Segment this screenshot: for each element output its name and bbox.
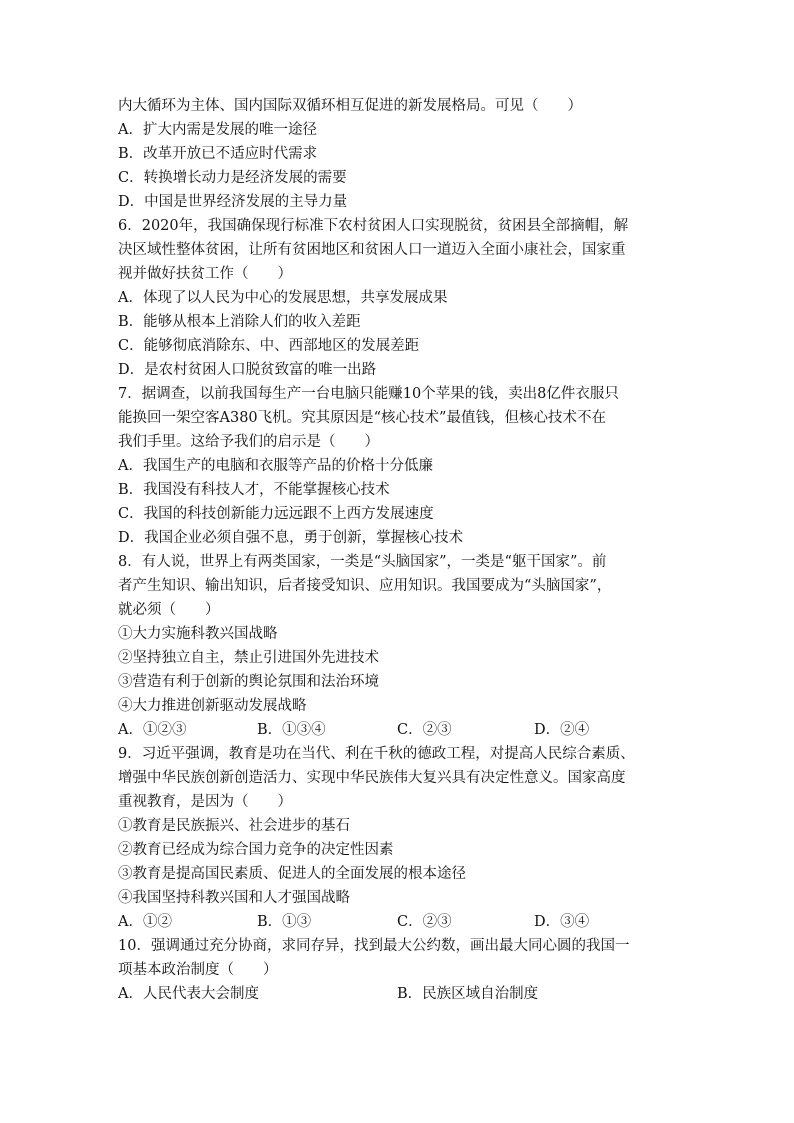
question-7-text: 能换回一架空客A380飞机。究其原因是“核心技术”最值钱，但核心技术不在 <box>118 410 606 426</box>
question-10-text: 项基本政治制度（ ） <box>118 962 278 978</box>
question-9-text: 9．习近平强调，教育是功在当代、利在千秋的德政工程，对提高人民综合素质、 <box>118 746 635 762</box>
question-6-text: 6．2020年，我国确保现行标准下农村贫困人口实现脱贫，贫困县全部摘帽，解 <box>118 218 629 234</box>
question-7-text: 7．据调查，以前我国每生产一台电脑只能赚10个苹果的钱，卖出8亿件衣服只 <box>118 386 619 402</box>
option-b: B．①③ <box>257 914 312 930</box>
statement-4: ④我国坚持科教兴国和人才强国战略 <box>118 890 350 906</box>
option-c: C．②③ <box>397 914 452 930</box>
option-d: D．③④ <box>534 914 590 930</box>
statement-3: ③教育是提高国民素质、促进人的全面发展的根本途径 <box>118 866 466 882</box>
question-6-text: 视并做好扶贫工作（ ） <box>118 266 292 282</box>
option-b: B．改革开放已不适应时代需求 <box>118 146 318 162</box>
option-a: A．扩大内需是发展的唯一途径 <box>118 122 317 138</box>
statement-2: ②坚持独立自主，禁止引进国外先进技术 <box>118 650 379 666</box>
option-d: D．②④ <box>534 722 590 738</box>
option-b: B．能够从根本上消除人们的收入差距 <box>118 314 361 330</box>
option-a: A．体现了以人民为中心的发展思想，共享发展成果 <box>118 290 448 306</box>
question-7-text: 我们手里。这给予我们的启示是（ ） <box>118 434 379 450</box>
question-6-text: 决区域性整体贫困，让所有贫困地区和贫困人口一道迈入全面小康社会，国家重 <box>118 242 626 258</box>
option-d: D．是农村贫困人口脱贫致富的唯一出路 <box>118 362 377 378</box>
option-d: D．我国企业必须自强不息，勇于创新，掌握核心技术 <box>118 530 464 546</box>
option-c: C．我国的科技创新能力远远跟不上西方发展速度 <box>118 506 434 522</box>
option-c: C．②③ <box>397 722 452 738</box>
statement-4: ④大力推进创新驱动发展战略 <box>118 698 307 714</box>
option-a: A．我国生产的电脑和衣服等产品的价格十分低廉 <box>118 458 433 474</box>
text-line: 内大循环为主体、国内国际双循环相互促进的新发展格局。可见（ ） <box>118 98 582 114</box>
question-8-options <box>118 718 688 742</box>
exam-page <box>118 94 688 1006</box>
question-8-text: 8．有人说，世界上有两类国家，一类是“头脑国家”，一类是“躯干国家”。前 <box>118 554 607 570</box>
option-a: A．①②③ <box>118 722 187 738</box>
option-b: B．我国没有科技人才，不能掌握核心技术 <box>118 482 390 498</box>
statement-1: ①大力实施科教兴国战略 <box>118 626 278 642</box>
option-d: D．中国是世界经济发展的主导力量 <box>118 194 348 210</box>
option-c: C．转换增长动力是经济发展的需要 <box>118 170 347 186</box>
question-block-10 <box>118 934 688 982</box>
question-8-text: 就必须（ ） <box>118 602 220 618</box>
statement-2: ②教育已经成为综合国力竞争的决定性因素 <box>118 842 394 858</box>
option-a: A．人民代表大会制度 <box>118 986 259 1002</box>
option-b: B．民族区域自治制度 <box>397 986 539 1002</box>
question-block-5-8 <box>118 94 688 718</box>
question-9-text: 增强中华民族创新创造活力、实现中华民族伟大复兴具有决定性意义。国家高度 <box>118 770 626 786</box>
statement-1: ①教育是民族振兴、社会进步的基石 <box>118 818 350 834</box>
question-10-text: 10．强调通过充分协商，求同存异，找到最大公约数，画出最大同心圆的我国一 <box>118 938 630 954</box>
option-a: A．①② <box>118 914 172 930</box>
question-block-9 <box>118 742 688 910</box>
question-9-text: 重视教育，是因为（ ） <box>118 794 292 810</box>
option-c: C．能够彻底消除东、中、西部地区的发展差距 <box>118 338 420 354</box>
question-10-options <box>118 982 688 1006</box>
question-8-text: 者产生知识、输出知识，后者接受知识、应用知识。我国要成为“头脑国家”， <box>118 578 612 594</box>
option-b: B．①③④ <box>257 722 326 738</box>
statement-3: ③营造有利于创新的舆论氛围和法治环境 <box>118 674 379 690</box>
question-9-options <box>118 910 688 934</box>
